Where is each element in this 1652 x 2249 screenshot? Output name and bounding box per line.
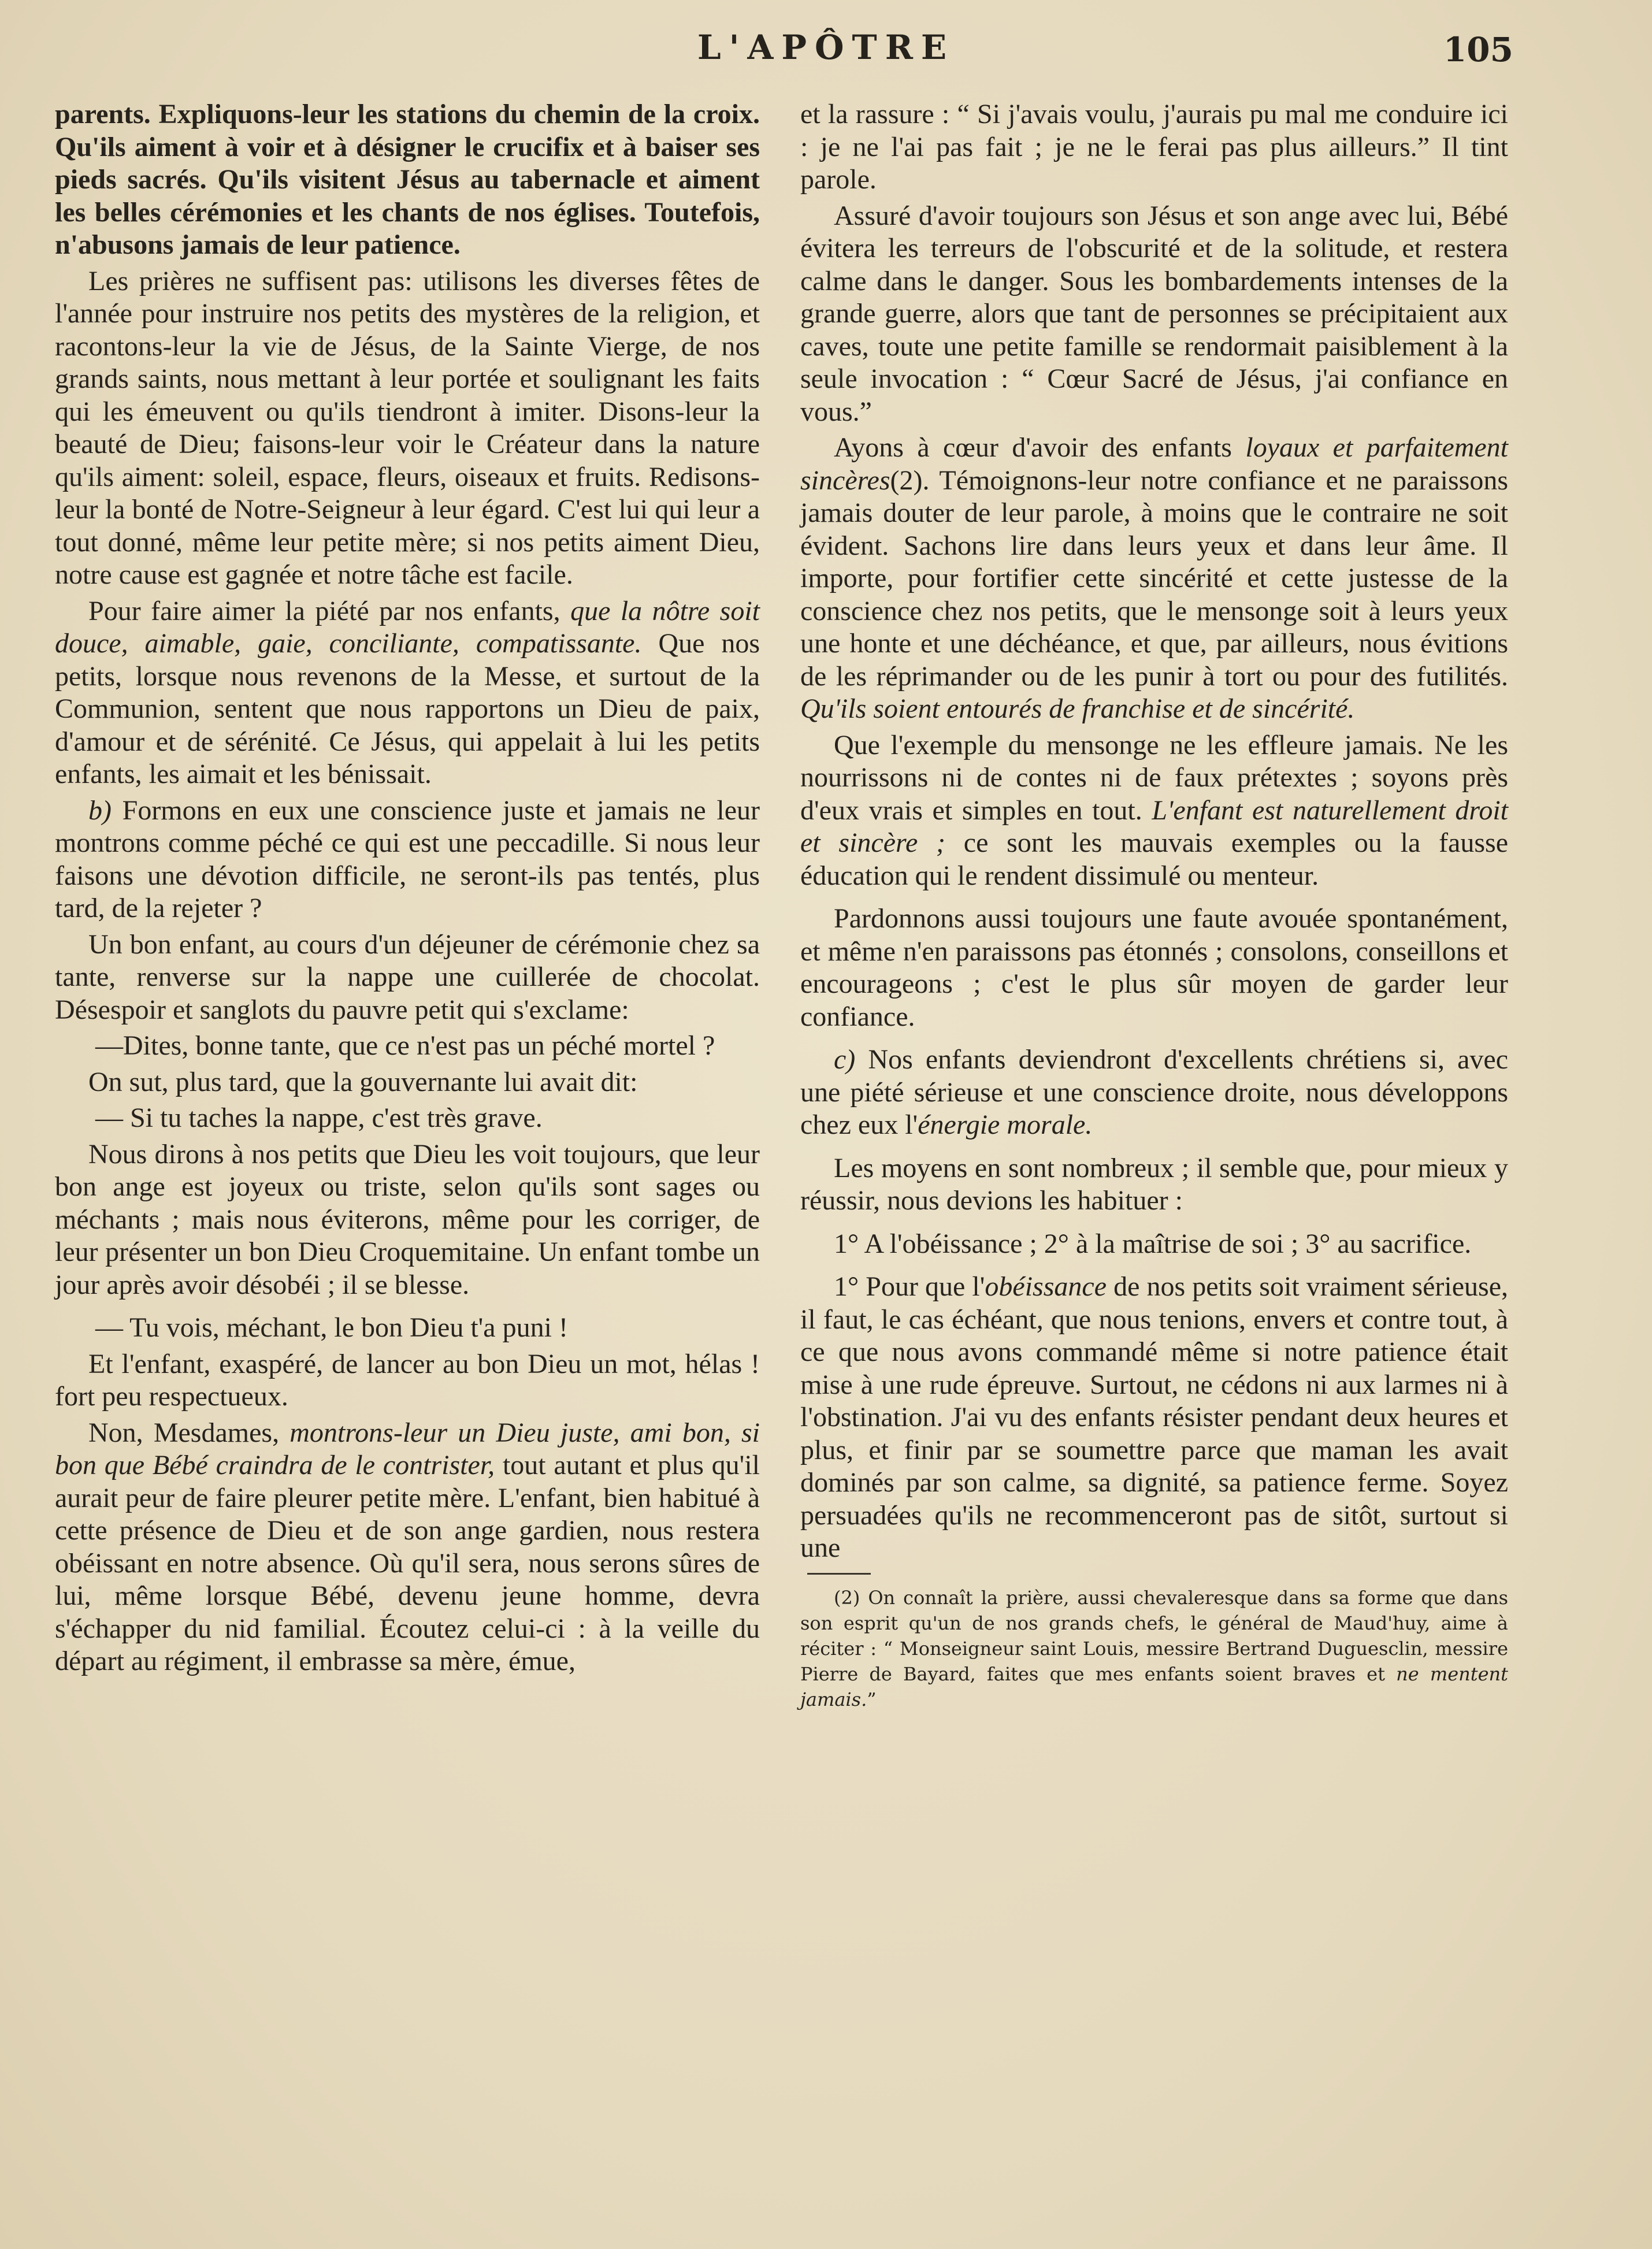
left-column — [55, 98, 760, 1682]
text-run: Que l'exemple du mensonge ne les effleure jamais. Ne les nourrissons ni de contes ni de faux prétextes ; soyons près d'eux vrais et simples en tout. — [800, 729, 1508, 826]
italic-text: obéissance — [985, 1271, 1107, 1302]
page-number: 105 — [1443, 30, 1513, 69]
text-run: (2). Témoignons-leur notre confiance et ne paraissons jamais douter de leur parole, à moins que le contraire ne soit évident. Sachons lire dans leurs yeux et dans leur âme. Il importe, pour fortifier cette sincérité et cette justesse de la conscience chez nos petits, que le mensonge soit à leurs yeux une honte et une déchéance, et que, par ailleurs, nous évitions de les réprimander ou de les punir à tort ou pour des futilités. — [800, 465, 1508, 692]
running-head-title: L'APÔTRE — [697, 28, 955, 67]
text-run: de nos petits soit vraiment sérieuse, il faut, le cas échéant, que nous tenions, envers et contre tout, à ce que nous avons commandé même si notre patience était mise à une rude épreuve. Surtout, ne cédons ni aux larmes ni à l'obstination. J'ai vu des enfants résister pendant deux heures et plus, et finir par se soumettre parce que maman les avait dominés par son calme, sa dignité, sa patience ferme. Soyez persuadées qu'ils ne recommenceront pas de sitôt, surtout si une — [800, 1271, 1508, 1563]
dialogue-line: — Si tu taches la nappe, c'est très grave. — [95, 1103, 543, 1133]
paragraph: Un bon enfant, au cours d'un déjeuner de cérémonie chez sa tante, renverse sur la nappe une cuillerée de chocolat. Désespoir et sanglots du pauvre petit qui s'exclame: — [55, 929, 760, 1025]
footnote-text: (2) On connaît la prière, aussi chevaleresque dans sa forme que dans son esprit qu'un de nos grands chefs, le général de Maud'huy, aime à réciter : “ Monseigneur saint Louis, messire Bertrand Duguesclin, messire Pierre de Bayard, faites que mes enfants soient braves et — [800, 1586, 1508, 1685]
paragraph — [800, 432, 1508, 726]
list-marker: c) — [834, 1044, 856, 1075]
italic-text: que la nôtre soit douce, aimable, gaie, conciliante, compatissante. — [55, 595, 760, 659]
dialogue-line: — Tu vois, méchant, le bon Dieu t'a puni ! — [95, 1312, 568, 1343]
paragraph: On sut, plus tard, que la gouvernante lui avait dit: — [88, 1066, 638, 1097]
paragraph — [800, 729, 1508, 893]
paragraph: Les moyens en sont nombreux ; il semble que, pour mieux y réussir, nous devions les habituer : — [800, 1152, 1508, 1216]
dialogue-line: —Dites, bonne tante, que ce n'est pas un péché mortel ? — [95, 1030, 715, 1061]
right-column — [800, 98, 1508, 1716]
text-run: ce sont les mauvais exemples ou la fausse éducation qui le rendent dissimulé ou menteur. — [800, 827, 1509, 891]
paragraph — [800, 1271, 1508, 1565]
text-run: 1° Pour que l' — [834, 1271, 985, 1302]
text-run: Formons en eux une conscience juste et jamais ne leur montrons comme péché ce qui est une peccadille. Si nous leur faisons une dévotion difficile, ne seront-ils pas tentés, plus tard, de la rejeter ? — [55, 795, 760, 923]
footnote — [800, 1585, 1508, 1712]
paragraph: Les prières ne suffisent pas: utilisons les diverses fêtes de l'année pour instruire nos petits des mystères de la religion, et racontons-leur la vie de Jésus, de la Sainte Vierge, de nos grands saints, nous mettant à leur portée et soulignant les faits qui les émeuvent ou qu'ils tiendront à imiter. Disons-leur la beauté de Dieu; faisons-leur voir le Créateur dans la nature qu'ils aiment: soleil, espace, fleurs, oiseaux et fruits. Redisons-leur la bonté de Notre-Seigneur à leur égard. C'est lui qui leur a tout donné, même leur petite mère; si nos petits aiment Dieu, notre cause est gagnée et notre tâche est facile. — [55, 265, 760, 590]
paragraph: Assuré d'avoir toujours son Jésus et son ange avec lui, Bébé évitera les terreurs de l'obscurité et de la solitude, et restera calme dans le danger. Sous les bombardements intenses de la grande guerre, alors que tant de personnes se précipitaient aux caves, toute une petite famille se rendormait paisiblement à la seule invocation : “ Cœur Sacré de Jésus, j'ai confiance en vous.” — [800, 200, 1508, 427]
paragraph — [800, 1044, 1508, 1142]
text-run: Que nos petits, lorsque nous revenons de la Messe, et surtout de la Communion, sentent que nous rapportons un Dieu de paix, d'amour et de sérénité. Ce Jésus, qui appelait à lui les petits enfants, les aimait et les bénissait. — [55, 628, 760, 789]
paragraph: parents. Expliquons-leur les stations du chemin de la croix. Qu'ils aiment à voir et à désigner le crucifix et à baiser ses pieds sacrés. Qu'ils visitent Jésus au tabernacle et aiment les belles cérémonies et les chants de nos églises. Toutefois, n'abusons jamais de leur patience. — [55, 99, 760, 260]
italic-text: loyaux et parfaitement sincères — [800, 432, 1509, 496]
footnote-italic: ne mentent jamais. — [800, 1662, 1509, 1710]
text-run: Non, Mesdames, — [88, 1417, 290, 1448]
italic-text: montrons-leur un Dieu juste, ami bon, si bon que Bébé craindra de le contrister, — [55, 1417, 760, 1480]
paragraph — [55, 595, 760, 791]
paragraph: Pardonnons aussi toujours une faute avouée spontanément, et même n'en paraissons pas étonnés ; consolons, conseillons et encourageons ; c'est le plus sûr moyen de garder leur confiance. — [800, 903, 1508, 1032]
paragraph: Et l'enfant, exaspéré, de lancer au bon Dieu un mot, hélas ! fort peu respectueux. — [55, 1348, 760, 1412]
text-run: tout autant et plus qu'il aurait peur de faire pleurer petite mère. L'enfant, bien habitué à cette présence de Dieu et de son ange gardien, nous restera obéissant en notre absence. Où qu'il sera, nous serons sûres de lui, même lorsque Bébé, devenu jeune homme, devra s'échapper du nid familial. Écoutez celui-ci : à la veille du départ au régiment, il embrasse sa mère, émue, — [55, 1450, 760, 1676]
list-marker: b) — [88, 795, 112, 826]
paragraph — [55, 795, 760, 925]
text-run: Ayons à cœur d'avoir des enfants — [834, 432, 1246, 463]
paragraph: et la rassure : “ Si j'avais voulu, j'aurais pu mal me conduire ici : je ne l'ai pas fait ; je ne le ferai pas plus ailleurs.” Il tint parole. — [800, 99, 1508, 195]
italic-text: L'enfant est naturellement droit et sincère ; — [800, 795, 1509, 858]
italic-text: Qu'ils soient entourés de franchise et de sincérité. — [800, 693, 1355, 724]
text-run: Pour faire aimer la piété par nos enfants, — [88, 595, 571, 626]
text-run: Nos enfants deviendront d'excellents chrétiens si, avec une piété sérieuse et une conscience droite, nous développons chez eux l' — [800, 1044, 1508, 1140]
paragraph: 1° A l'obéissance ; 2° à la maîtrise de soi ; 3° au sacrifice. — [834, 1228, 1472, 1259]
footnote-text: ” — [867, 1688, 877, 1710]
paragraph: Nous dirons à nos petits que Dieu les voit toujours, que leur bon ange est joyeux ou triste, selon qu'ils sont sages ou méchants ; mais nous éviterons, même pour les corriger, de leur présenter un bon Dieu Croquemitaine. Un enfant tombe un jour après avoir désobéi ; il se blesse. — [55, 1138, 760, 1300]
italic-text: énergie morale. — [918, 1109, 1093, 1140]
footnote-rule — [807, 1573, 871, 1575]
paragraph — [55, 1417, 760, 1678]
